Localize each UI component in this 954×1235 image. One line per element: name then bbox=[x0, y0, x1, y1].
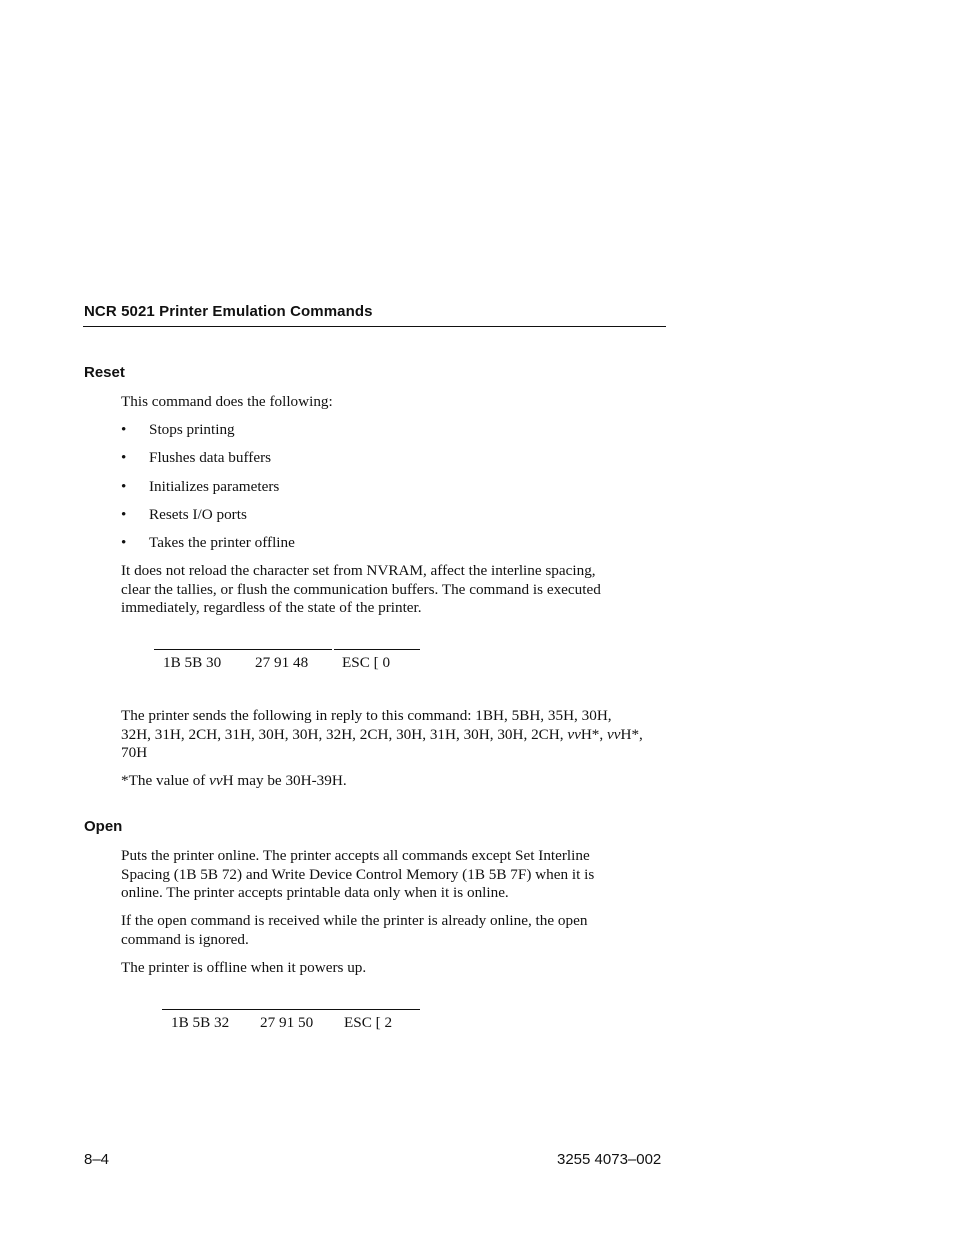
header-rule bbox=[83, 326, 666, 327]
section-header-title: NCR 5021 Printer Emulation Commands bbox=[84, 303, 373, 320]
vv-variable: vv bbox=[607, 725, 621, 743]
text-line: It does not reload the character set from NVRAM, affect the interline spacing, bbox=[121, 562, 596, 579]
table-rule bbox=[154, 649, 332, 650]
table-rule bbox=[162, 1009, 420, 1010]
reset-intro: This command does the following: bbox=[121, 393, 333, 410]
open-paragraph-2 bbox=[121, 912, 666, 949]
bullet-icon: • bbox=[121, 421, 127, 438]
text-line: 32H, 31H, 2CH, 31H, 30H, 30H, 32H, 2CH, 30H, 31H, 30H, 30H, 2CH, vvH*, vvH*, bbox=[121, 725, 643, 743]
bullet-icon: • bbox=[121, 478, 127, 495]
hex-code: 1B 5B 30 bbox=[163, 654, 222, 671]
decimal-code: 27 91 48 bbox=[255, 654, 309, 671]
ascii-code: ESC [ 0 bbox=[342, 654, 391, 671]
vv-variable: vv bbox=[567, 725, 581, 743]
list-item-text: Stops printing bbox=[149, 421, 235, 438]
document-number: 3255 4073–002 bbox=[557, 1151, 662, 1168]
text-line: Spacing (1B 5B 72) and Write Device Control Memory (1B 5B 7F) when it is bbox=[121, 865, 595, 883]
reset-description bbox=[121, 562, 666, 618]
bullet-icon: • bbox=[121, 506, 127, 523]
vv-variable: vv bbox=[209, 772, 223, 789]
bullet-icon: • bbox=[121, 449, 127, 466]
open-heading: Open bbox=[84, 818, 123, 835]
text-line: immediately, regardless of the state of the printer. bbox=[121, 599, 422, 617]
text-line: online. The printer accepts printable data only when it is online. bbox=[121, 884, 509, 902]
reset-heading: Reset bbox=[84, 364, 125, 381]
text-line: clear the tallies, or flush the communication buffers. The command is executed bbox=[121, 580, 601, 598]
text-line: The printer sends the following in reply to this command: 1BH, 5BH, 35H, 30H, bbox=[121, 707, 612, 724]
hex-code: 1B 5B 32 bbox=[171, 1014, 230, 1031]
list-item-text: Flushes data buffers bbox=[149, 449, 272, 466]
ascii-code: ESC [ 2 bbox=[344, 1014, 393, 1031]
reset-note: *The value of vvH may be 30H-39H. bbox=[121, 772, 347, 789]
table-rule bbox=[334, 649, 420, 650]
page-number: 8–4 bbox=[84, 1151, 110, 1168]
reset-reply bbox=[121, 707, 666, 763]
open-paragraph-3: The printer is offline when it powers up. bbox=[121, 959, 367, 976]
list-item-text: Takes the printer offline bbox=[149, 534, 295, 551]
bullet-icon: • bbox=[121, 534, 127, 551]
text-line: Puts the printer online. The printer accepts all commands except Set Interline bbox=[121, 847, 590, 864]
text-line: 70H bbox=[121, 744, 148, 762]
list-item-text: Resets I/O ports bbox=[149, 506, 247, 523]
list-item-text: Initializes parameters bbox=[149, 478, 280, 495]
text-line: If the open command is received while the printer is already online, the open bbox=[121, 912, 588, 929]
text-line: command is ignored. bbox=[121, 930, 249, 948]
open-paragraph-1 bbox=[121, 847, 666, 903]
decimal-code: 27 91 50 bbox=[260, 1014, 314, 1031]
